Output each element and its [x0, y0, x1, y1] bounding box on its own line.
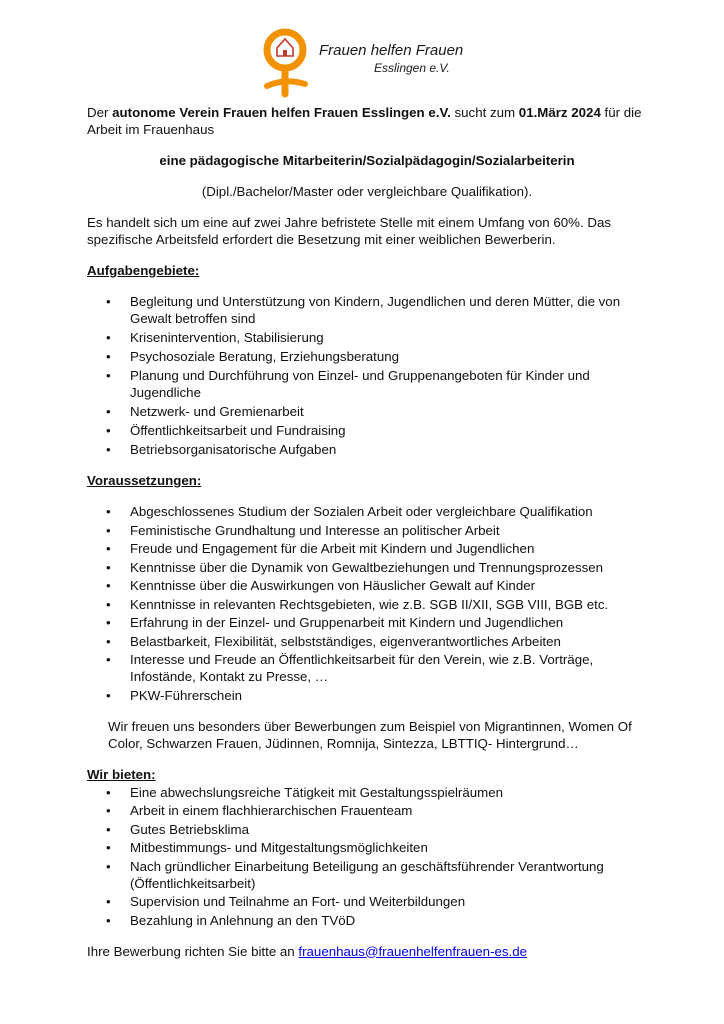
intro-paragraph: [87, 104, 647, 138]
list-item: • Kenntnisse über die Auswirkungen von Häuslicher Gewalt auf Kinder: [87, 577, 647, 594]
list-item: • Gutes Betriebsklima: [87, 821, 647, 838]
list-item: • Supervision und Teilnahme an Fort- und Weiterbildungen: [87, 893, 647, 910]
intro-middle: sucht zum: [450, 105, 519, 120]
list-item: • Psychosoziale Beratung, Erziehungsberatung: [87, 348, 647, 365]
list-item: • Planung und Durchführung von Einzel- und Gruppenangeboten für Kinder und Jugendliche: [87, 367, 647, 401]
list-item: • Kenntnisse in relevanten Rechtsgebieten, wie z.B. SGB II/XII, SGB VIII, BGB etc.: [87, 596, 647, 613]
organization-name: autonome Verein Frauen helfen Frauen Esslingen e.V.: [112, 105, 451, 120]
list-item: • Abgeschlossenes Studium der Sozialen Arbeit oder vergleichbare Qualifikation: [87, 503, 647, 520]
list-item: • Belastbarkeit, Flexibilität, selbstständiges, eigenverantwortliches Arbeiten: [87, 633, 647, 650]
list-item: • Kenntnisse über die Dynamik von Gewaltbeziehungen und Trennungsprozessen: [87, 559, 647, 576]
organization-logo: [255, 24, 475, 98]
list-item: • Feministische Grundhaltung und Interesse an politischer Arbeit: [87, 522, 647, 539]
list-item: • Arbeit in einem flachhierarchischen Frauenteam: [87, 802, 647, 819]
job-posting: [87, 104, 647, 960]
list-item: • Öffentlichkeitsarbeit und Fundraising: [87, 422, 647, 439]
logo-title: Frauen helfen Frauen: [319, 42, 464, 59]
logo-subtitle: Esslingen e.V.: [374, 61, 450, 75]
list-item: • PKW-Führerschein: [87, 687, 647, 704]
list-item: • Interesse und Freude an Öffentlichkeitsarbeit für den Verein, wie z.B. Vorträge, Infostände, Kontakt zu Presse, …: [87, 651, 647, 685]
list-item: • Begleitung und Unterstützung von Kindern, Jugendlichen und deren Mütter, die von Gewalt betroffen sind: [87, 293, 647, 327]
requirements-list: [87, 503, 647, 704]
qualification-note: (Dipl./Bachelor/Master oder vergleichbare Qualifikation).: [201, 184, 533, 199]
offers-heading: Wir bieten:: [87, 766, 156, 782]
list-item: • Mitbestimmungs- und Mitgestaltungsmöglichkeiten: [87, 839, 647, 856]
diversity-statement: Wir freuen uns besonders über Bewerbungen zum Beispiel von Migrantinnen, Women Of Color, Schwarzen Frauen, Jüdinnen, Romnija, Sintezza, LBTTIQ- Hintergrund…: [108, 718, 632, 751]
position-title: eine pädagogische Mitarbeiterin/Sozialpädagogin/Sozialarbeiterin: [159, 153, 575, 168]
list-item: • Netzwerk- und Gremienarbeit: [87, 403, 647, 420]
list-item: • Freude und Engagement für die Arbeit mit Kindern und Jugendlichen: [87, 540, 647, 557]
list-item: • Krisenintervention, Stabilisierung: [87, 329, 647, 346]
start-date: 01.März 2024: [518, 105, 601, 120]
email-link[interactable]: frauenhaus@frauenhelfenfrauen-es.de: [298, 943, 528, 959]
list-item: • Nach gründlicher Einarbeitung Beteiligung an geschäftsführender Verantwortung (Öffentlichkeitsarbeit): [87, 858, 647, 892]
venus-house-logo-icon: [255, 24, 325, 98]
contact-line: [87, 943, 647, 960]
list-item: • Eine abwechslungsreiche Tätigkeit mit Gestaltungsspielräumen: [87, 784, 647, 801]
tasks-list: [87, 293, 647, 458]
intro-prefix: Der: [87, 105, 113, 120]
intro-suffix: für die Arbeit im Frauenhaus: [87, 105, 642, 137]
offers-list: [87, 784, 647, 929]
contact-text: Ihre Bewerbung richten Sie bitte an: [87, 943, 299, 959]
position-description: Es handelt sich um eine auf zwei Jahre befristete Stelle mit einem Umfang von 60%. Das spezifische Arbeitsfeld erfordert die Besetzung mit einer weiblichen Bewerberin.: [87, 215, 612, 247]
requirements-heading: Voraussetzungen:: [87, 473, 202, 488]
list-item: • Betriebsorganisatorische Aufgaben: [87, 441, 647, 458]
list-item: • Erfahrung in der Einzel- und Gruppenarbeit mit Kindern und Jugendlichen: [87, 614, 647, 631]
list-item: • Bezahlung in Anlehnung an den TVöD: [87, 912, 647, 929]
tasks-heading: Aufgabengebiete:: [87, 263, 200, 278]
